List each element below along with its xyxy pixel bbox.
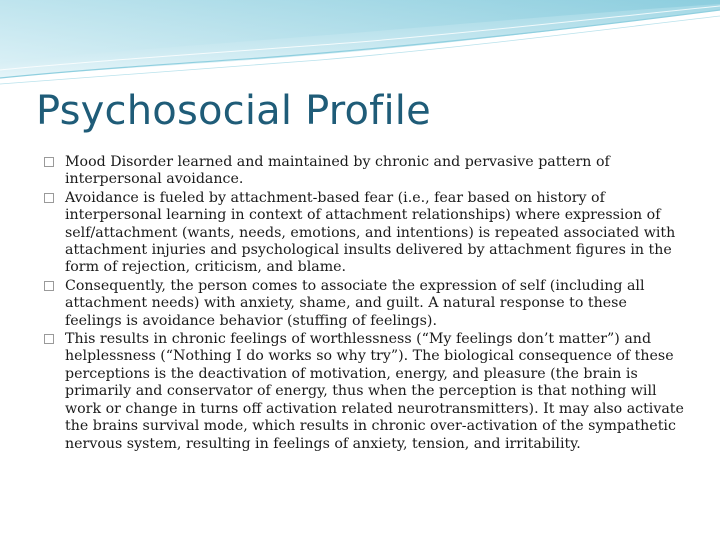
square-bullet-icon [44, 281, 54, 291]
square-bullet-icon [44, 334, 54, 344]
square-bullet-icon [44, 193, 54, 203]
bullet-list [44, 154, 684, 454]
list-item [44, 278, 684, 330]
list-item [44, 154, 684, 189]
bullet-text: This results in chronic feelings of worthlessness (“My feelings don’t matter”) and helplessness (“Nothing I do works so why try”). The biological consequence of these perceptions is the deactivation of motivation, energy, and pleasure (the brain is primarily and conservator of energy, thus when the perception is that nothing will work or change in turns off activation related neurotransmitters). It may also activate the brains survival mode, which results in chronic over-activation of the sympathetic nervous system, resulting in feelings of anxiety, tension, and irritability. [65, 331, 684, 452]
square-bullet-icon [44, 157, 54, 167]
list-item [44, 190, 684, 277]
list-item [44, 331, 684, 453]
slide-title: Psychosocial Profile [36, 88, 431, 134]
bullet-text: Avoidance is fueled by attachment-based fear (i.e., fear based on history of interpersonal learning in context of attachment relationships) where expression of self/attachment (wants, needs, emotions, and intentions) is repeated associated with attachment injuries and psychological insults delivered by attachment figures in the form of rejection, criticism, and blame. [65, 189, 676, 276]
bullet-text: Mood Disorder learned and maintained by chronic and pervasive pattern of interpersonal avoidance. [65, 154, 610, 188]
bullet-text: Consequently, the person comes to associate the expression of self (including all attachment needs) with anxiety, shame, and guilt. A natural response to these feelings is avoidance behavior (stuffing of feelings). [65, 277, 645, 329]
header-wave-decoration [0, 0, 720, 90]
